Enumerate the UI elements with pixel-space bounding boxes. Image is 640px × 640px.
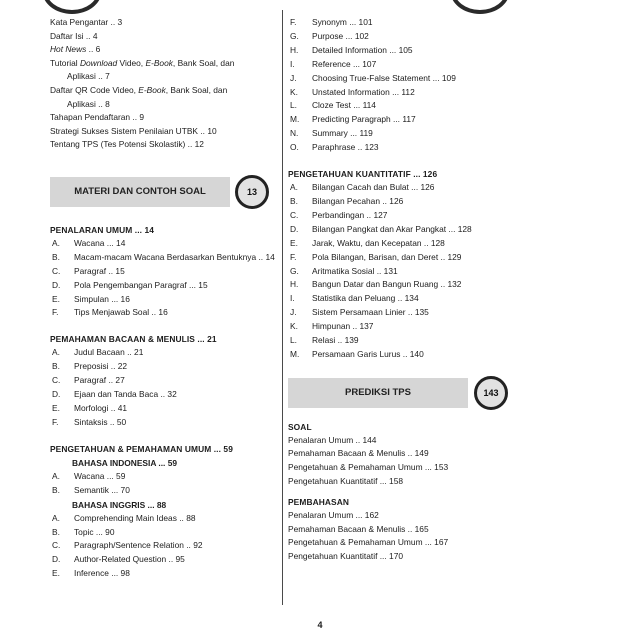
toc-item[interactable]: E. Inference ... 98 [52,568,130,579]
toc-item[interactable]: B. Preposisi .. 22 [52,361,128,372]
toc-item[interactable]: B. Macam-macam Wacana Berdasarkan Bentuknya .. 14 [52,251,275,262]
toc-item[interactable]: A. Bilangan Cacah dan Bulat ... 126 [290,182,435,193]
toc-item[interactable]: A. Comprehending Main Ideas .. 88 [52,512,196,523]
toc-item[interactable]: I. Reference ... 107 [290,58,377,69]
toc-item[interactable]: N. Summary ... 119 [290,128,373,139]
toc-entry[interactable]: Daftar QR Code Video, E-Book, Bank Soal, dan [50,84,228,95]
toc-item[interactable]: C. Perbandingan .. 127 [290,209,388,220]
toc-item[interactable]: A. Judul Bacaan .. 21 [52,347,144,358]
subsection-heading[interactable]: BAHASA INGGRIS ... 88 [72,499,167,510]
toc-entry[interactable]: Penalaran Umum ... 162 [288,510,379,521]
page-number: 4 [317,620,323,630]
toc-entry[interactable]: Hot News .. 6 [50,44,101,55]
left-column [50,16,275,581]
toc-item[interactable]: B. Semantik ... 70 [52,484,130,495]
toc-item[interactable]: B. Bilangan Pecahan .. 126 [290,195,404,206]
toc-item[interactable]: D. Bilangan Pangkat dan Akar Pangkat ... 128 [290,223,472,234]
toc-entry[interactable]: Penalaran Umum .. 144 [288,434,377,445]
toc-item[interactable]: E. Jarak, Waktu, dan Kecepatan .. 128 [290,237,445,248]
toc-item[interactable]: I. Statistika dan Peluang .. 134 [290,293,419,304]
toc-entry[interactable]: Pengetahuan Kuantitatif ... 170 [288,551,404,561]
toc-entry[interactable]: Tahapan Pendaftaran .. 9 [50,112,145,123]
subsection-heading[interactable]: BAHASA INDONESIA ... 59 [72,457,178,468]
section-heading[interactable]: PENALARAN UMUM ... 14 [50,224,155,235]
toc-item[interactable]: A. Wacana ... 14 [52,237,126,248]
toc-item[interactable]: G. Aritmatika Sosial .. 131 [290,265,398,276]
toc-item[interactable]: F. Pola Bilangan, Barisan, dan Deret .. 129 [290,251,462,262]
toc-item[interactable]: C. Paragraf .. 15 [52,265,125,276]
prediksi-section-banner[interactable] [288,376,518,410]
toc-item[interactable]: E. Morfologi .. 41 [52,403,128,413]
toc-item[interactable]: M. Predicting Paragraph ... 117 [290,114,416,125]
toc-entry[interactable]: Tentang TPS (Tes Potensi Skolastik) .. 12 [50,139,204,150]
toc-item[interactable]: C. Paragraph/Sentence Relation .. 92 [52,540,203,551]
toc-entry[interactable]: Pengetahuan & Pemahaman Umum ... 167 [288,537,449,548]
toc-entry[interactable]: Tutorial Download Video, E-Book, Bank Soal, dan [50,57,235,68]
soal-section [288,420,518,488]
right-column [288,16,518,564]
toc-item[interactable]: G. Purpose ... 102 [290,30,369,41]
toc-item[interactable]: D. Pola Pengembangan Paragraf ... 15 [52,279,208,290]
toc-item[interactable]: L. Relasi .. 139 [290,335,359,346]
toc-item[interactable]: K. Himpunan .. 137 [290,321,374,332]
toc-item[interactable]: A. Wacana ... 59 [52,470,126,481]
column-divider [282,10,283,605]
toc-item[interactable]: E. Simpulan ... 16 [52,293,130,304]
toc-entry[interactable]: Daftar Isi .. 4 [50,30,98,41]
section-heading[interactable]: PEMAHAMAN BACAAN & MENULIS ... 21 [50,334,217,345]
ppu-section [50,442,275,581]
toc-item[interactable]: M. Persamaan Garis Lurus .. 140 [290,348,424,359]
toc-item[interactable]: F. Tips Menjawab Soal .. 16 [52,307,168,318]
bahasa-inggris-continued [288,16,518,155]
front-matter-list [50,16,275,152]
penalaran-section [50,223,275,320]
pembahasan-section [288,495,518,563]
kuantitatif-section [288,167,518,362]
toc-entry[interactable]: Pemahaman Bacaan & Menulis .. 149 [288,448,429,459]
toc-item[interactable]: H. Bangun Datar dan Bangun Ruang .. 132 [290,279,462,290]
toc-entry-continued[interactable]: Aplikasi .. 7 [67,71,110,82]
prediksi-banner-page-badge: 143 [474,376,508,410]
toc-item[interactable]: K. Unstated Information ... 112 [290,86,415,97]
toc-item[interactable]: F. Synonym ... 101 [290,17,373,27]
toc-entry[interactable]: Pemahaman Bacaan & Menulis .. 165 [288,523,429,534]
materi-banner-page-badge: 13 [235,175,269,209]
section-heading[interactable]: PENGETAHUAN & PEMAHAMAN UMUM ... 59 [50,443,233,454]
section-heading[interactable]: PEMBAHASAN [288,497,350,508]
prediksi-banner-label: PREDIKSI TPS [288,378,468,408]
toc-item[interactable]: L. Cloze Test ... 114 [290,100,376,111]
toc-entry[interactable]: Pengetahuan Kuantitatif ... 158 [288,475,404,486]
decorative-arc-right [450,0,510,14]
materi-banner-label: MATERI DAN CONTOH SOAL [50,177,230,207]
toc-item[interactable]: O. Paraphrase .. 123 [290,142,379,153]
toc-item[interactable]: F. Sintaksis .. 50 [52,416,127,427]
section-heading[interactable]: PENGETAHUAN KUANTITATIF ... 126 [288,169,438,180]
section-heading[interactable]: SOAL [288,421,312,432]
toc-entry[interactable]: Pengetahuan & Pemahaman Umum ... 153 [288,462,449,473]
toc-item[interactable]: C. Paragraf .. 27 [52,375,125,386]
toc-entry[interactable]: Strategi Sukses Sistem Penilaian UTBK .. 10 [50,125,217,136]
toc-item[interactable]: B. Topic ... 90 [52,526,115,537]
toc-item[interactable]: D. Ejaan dan Tanda Baca .. 32 [52,389,177,400]
toc-item[interactable]: D. Author-Related Question .. 95 [52,554,185,565]
toc-item[interactable]: J. Choosing True-False Statement ... 109 [290,72,456,83]
toc-entry[interactable]: Kata Pengantar .. 3 [50,17,123,27]
pemahaman-section [50,332,275,429]
toc-entry-continued[interactable]: Aplikasi .. 8 [67,98,110,109]
toc-item[interactable]: H. Detailed Information ... 105 [290,44,413,55]
materi-section-banner[interactable] [50,175,275,209]
toc-item[interactable]: J. Sistem Persamaan Linier .. 135 [290,307,429,318]
decorative-arc-left [42,0,102,14]
